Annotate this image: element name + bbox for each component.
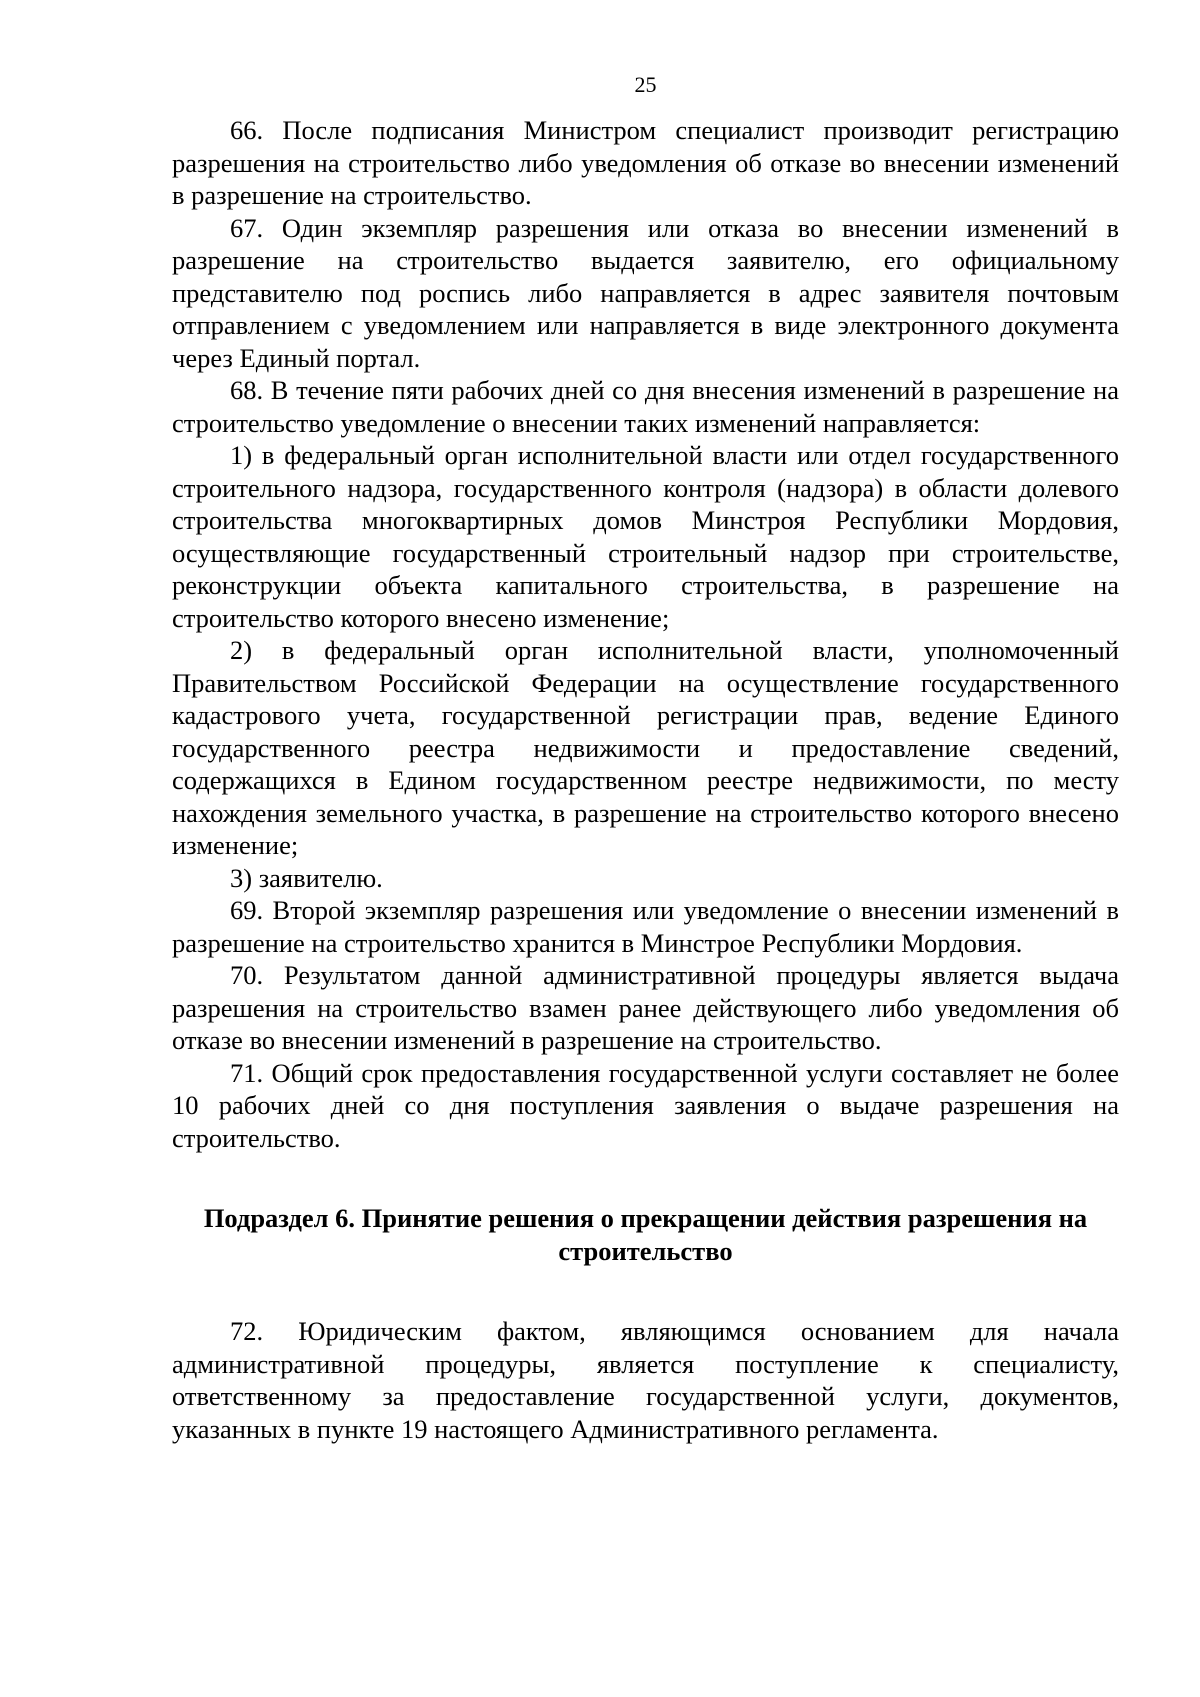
subsection-heading: Подраздел 6. Принятие решения о прекращении действия разрешения на строительство: [203, 1203, 1088, 1266]
document-page: [172, 70, 1119, 1445]
paragraph-70: 70. Результатом данной административной процедуры является выдача разрешения на строительство взамен ранее действующего либо уведомления об отказе во внесении изменений в разрешение на строительство.: [172, 960, 1119, 1055]
paragraph-67: 67. Один экземпляр разрешения или отказа во внесении изменений в разрешение на строительство выдается заявителю, его официальному представителю под роспись либо направляется в адрес заявителя почтовым отправлением с уведомлением или направляется в виде электронного документа через Единый портал.: [172, 212, 1119, 373]
paragraph-66: 66. После подписания Министром специалист производит регистрацию разрешения на строительство либо уведомления об отказе во внесении изменений в разрешение на строительство.: [172, 115, 1119, 210]
paragraph-68-item-1: 1) в федеральный орган исполнительной власти или отдел государственного строительного надзора, государственного контроля (надзора) в области долевого строительства многоквартирных домов Минстроя Республики Мордовия, осуществляющие государственный строительный надзор при строительстве, реконструкции объекта капитального строительства, в разрешение на строительство которого внесено изменение;: [172, 440, 1119, 633]
paragraph-68: 68. В течение пяти рабочих дней со дня внесения изменений в разрешение на строительство уведомление о внесении таких изменений направляется:: [172, 375, 1119, 438]
paragraph-69: 69. Второй экземпляр разрешения или уведомление о внесении изменений в разрешение на строительство хранится в Минстрое Республики Мордовия.: [172, 895, 1119, 958]
paragraph-71: 71. Общий срок предоставления государственной услуги составляет не более 10 рабочих дней со дня поступления заявления о выдаче разрешения на строительство.: [172, 1057, 1119, 1153]
paragraph-72: 72. Юридическим фактом, являющимся основанием для начала административной процедуры, является поступление к специалисту, ответственному за предоставление государственной услуги, документов, указанных в пункте 19 настоящего Административного регламента.: [172, 1316, 1119, 1444]
paragraph-68-item-2: 2) в федеральный орган исполнительной власти, уполномоченный Правительством Российской Федерации на осуществление государственного кадастрового учета, государственной регистрации прав, ведение Единого государственного реестра недвижимости и предоставление сведений, содержащихся в Едином государственном реестре недвижимости, по месту нахождения земельного участка, в разрешение на строительство которого внесено изменение;: [172, 635, 1119, 860]
page-number: 25: [634, 72, 657, 97]
paragraph-68-item-3: 3) заявителю.: [230, 862, 383, 893]
